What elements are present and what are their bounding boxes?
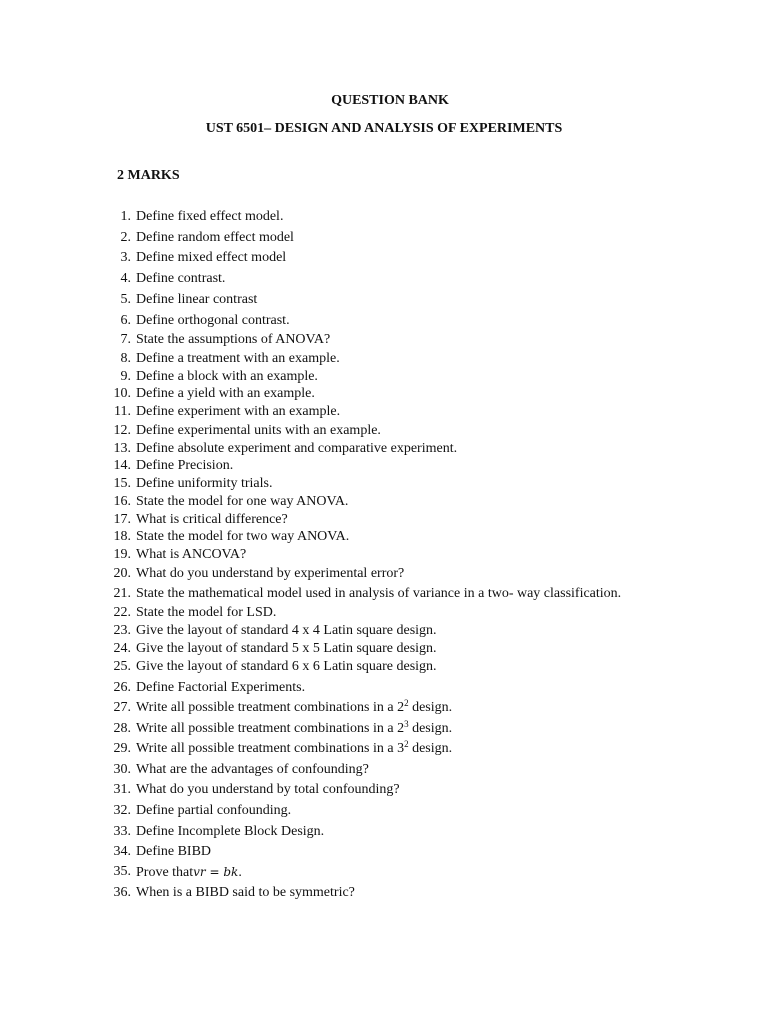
question-item (0, 440, 768, 458)
question-text: State the model for one way ANOVA. (136, 494, 349, 509)
question-item (0, 385, 768, 403)
question-text: Define a block with an example. (136, 369, 318, 384)
section-heading: 2 MARKS (117, 168, 180, 183)
question-item (0, 368, 768, 386)
question-text (136, 699, 452, 717)
question-text-part: Write all possible treatment combinations in a 3 (136, 741, 405, 756)
question-text: Define uniformity trials. (136, 476, 273, 491)
question-item (0, 528, 768, 546)
question-text: Give the layout of standard 6 x 6 Latin square design. (136, 659, 437, 674)
question-number: 32. (113, 803, 131, 818)
exponent: 2 (404, 698, 409, 708)
question-text: State the model for two way ANOVA. (136, 529, 350, 544)
question-text (136, 863, 242, 882)
question-text: Define experimental units with an example. (136, 423, 381, 438)
question-text: Define Incomplete Block Design. (136, 824, 325, 839)
question-item (0, 422, 768, 440)
question-item (0, 802, 768, 820)
question-item (0, 546, 768, 564)
question-number: 35. (113, 864, 131, 879)
question-number: 16. (113, 494, 131, 509)
question-number: 29. (113, 741, 131, 756)
question-number: 14. (113, 458, 131, 473)
question-text: Define linear contrast (136, 292, 258, 307)
question-text: When is a BIBD said to be symmetric? (136, 885, 355, 900)
question-item (0, 511, 768, 529)
question-item (0, 457, 768, 475)
question-text: State the assumptions of ANOVA? (136, 332, 331, 347)
question-text: Define partial confounding. (136, 803, 292, 818)
question-text: What do you understand by experimental error? (136, 566, 405, 581)
question-item (0, 312, 768, 330)
question-item (0, 350, 768, 368)
question-text: What are the advantages of confounding? (136, 762, 369, 777)
question-number: 9. (120, 369, 131, 384)
question-item (0, 331, 768, 349)
question-number: 6. (120, 313, 131, 328)
question-item (0, 475, 768, 493)
question-item (0, 403, 768, 421)
question-text: Define random effect model (136, 230, 294, 245)
question-text-part: Prove that (136, 865, 194, 880)
question-text: Define Factorial Experiments. (136, 680, 306, 695)
question-number: 24. (113, 641, 131, 656)
question-item (0, 843, 768, 861)
question-number: 26. (113, 680, 131, 695)
question-text: Define Precision. (136, 458, 234, 473)
question-item (0, 249, 768, 267)
question-number: 17. (113, 512, 131, 527)
question-text-part: design. (408, 721, 453, 736)
question-text-part: design. (408, 700, 453, 715)
question-item (0, 720, 768, 738)
question-number: 21. (113, 586, 131, 601)
question-number: 12. (113, 423, 131, 438)
question-item (0, 291, 768, 309)
question-number: 33. (113, 824, 131, 839)
question-text: What do you understand by total confounding? (136, 782, 400, 797)
question-number: 20. (113, 566, 131, 581)
question-item (0, 270, 768, 288)
question-text (136, 740, 452, 758)
question-item (0, 640, 768, 658)
question-item (0, 679, 768, 697)
question-number: 23. (113, 623, 131, 638)
question-text: Define orthogonal contrast. (136, 313, 290, 328)
exponent: 3 (404, 719, 409, 729)
question-item (0, 863, 768, 881)
question-number: 1. (120, 209, 131, 224)
question-text: Define contrast. (136, 271, 226, 286)
question-number: 8. (120, 351, 131, 366)
question-number: 28. (113, 721, 131, 736)
question-number: 27. (113, 700, 131, 715)
question-number: 19. (113, 547, 131, 562)
question-text: State the model for LSD. (136, 605, 277, 620)
question-item (0, 761, 768, 779)
question-text: Define experiment with an example. (136, 404, 341, 419)
question-text: Define absolute experiment and comparative experiment. (136, 441, 458, 456)
question-text: Give the layout of standard 5 x 5 Latin square design. (136, 641, 437, 656)
question-number: 34. (113, 844, 131, 859)
question-number: 4. (120, 271, 131, 286)
question-number: 2. (120, 230, 131, 245)
question-item (0, 493, 768, 511)
document-title: QUESTION BANK (331, 93, 449, 108)
question-text: Define a treatment with an example. (136, 351, 340, 366)
question-number: 25. (113, 659, 131, 674)
math-expression: vr = bk (193, 865, 239, 879)
question-item (0, 781, 768, 799)
question-text: Define BIBD (136, 844, 212, 859)
question-item (0, 740, 768, 758)
question-number: 3. (120, 250, 131, 265)
question-text (136, 720, 452, 738)
question-number: 18. (113, 529, 131, 544)
question-item (0, 208, 768, 226)
question-number: 22. (113, 605, 131, 620)
question-item (0, 823, 768, 841)
question-text-part: Write all possible treatment combinations in a 2 (136, 700, 405, 715)
question-item (0, 565, 768, 583)
question-number: 15. (113, 476, 131, 491)
question-text: Give the layout of standard 4 x 4 Latin square design. (136, 623, 437, 638)
question-item (0, 884, 768, 902)
exponent: 2 (404, 739, 409, 749)
question-text: Define a yield with an example. (136, 386, 315, 401)
document-subtitle: UST 6501– DESIGN AND ANALYSIS OF EXPERIMENTS (205, 121, 563, 136)
question-number: 10. (113, 386, 131, 401)
question-text: Define mixed effect model (136, 250, 287, 265)
question-number: 31. (113, 782, 131, 797)
question-number: 7. (120, 332, 131, 347)
question-item (0, 604, 768, 622)
question-item (0, 658, 768, 676)
question-item (0, 229, 768, 247)
question-text-part: design. (408, 741, 453, 756)
question-text-part: . (238, 865, 242, 880)
question-text: State the mathematical model used in analysis of variance in a two- way classification. (136, 586, 622, 601)
question-item (0, 699, 768, 717)
question-text-part: Write all possible treatment combinations in a 2 (136, 721, 405, 736)
question-text: What is ANCOVA? (136, 547, 247, 562)
question-number: 30. (113, 762, 131, 777)
question-text: Define fixed effect model. (136, 209, 284, 224)
question-number: 5. (120, 292, 131, 307)
question-item (0, 585, 768, 603)
question-item (0, 622, 768, 640)
question-number: 13. (113, 441, 131, 456)
question-text: What is critical difference? (136, 512, 288, 527)
question-number: 36. (113, 885, 131, 900)
question-number: 11. (114, 404, 131, 419)
